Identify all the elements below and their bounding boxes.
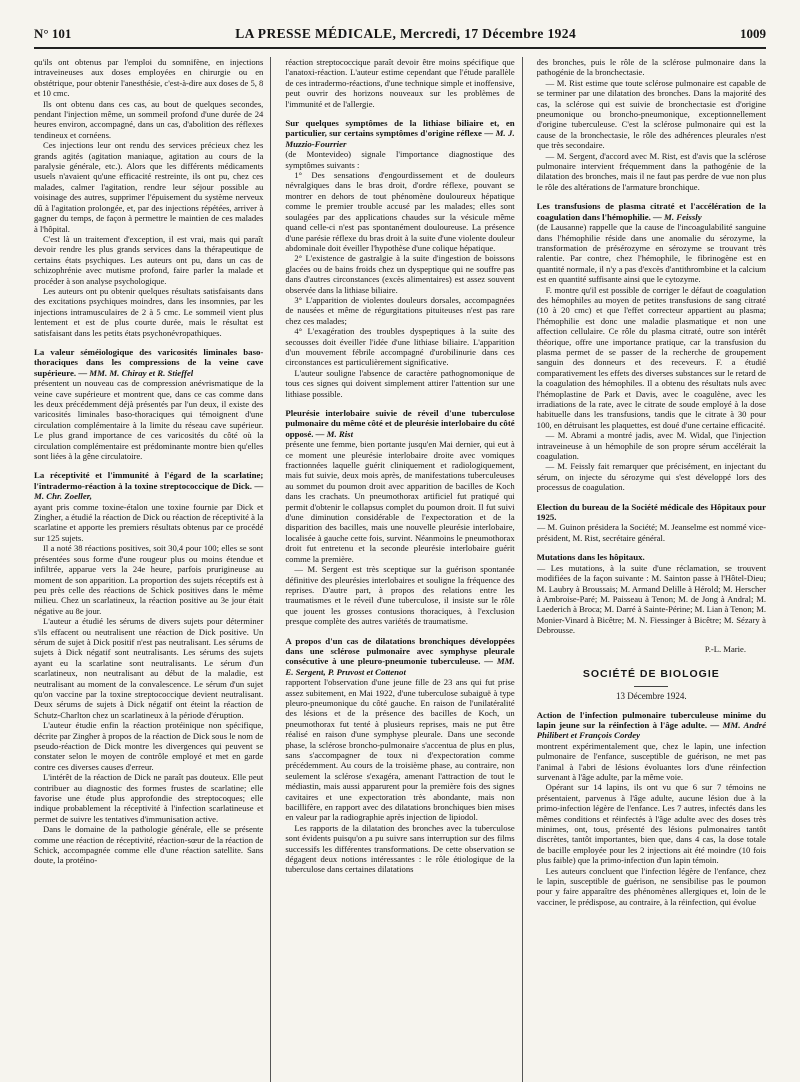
paragraph: des bronches, puis le rôle de la sclérose pulmonaire dans la pathogénie de la bronchectasie.: [536, 57, 766, 78]
column-2: [285, 57, 522, 1082]
article-authors: — M. Rist: [315, 428, 354, 439]
article-authors: — MM. André Philibert et François Cordey: [536, 719, 766, 741]
article-heading: La valeur séméiologique des varicosités liminales baso-thoraciques dans les compressions de la veine cave supérieure. — MM. M. Chiray et R. Stieffel: [34, 346, 264, 378]
signature: P.-L. Marie.: [704, 643, 746, 654]
paragraph: ayant pris comme toxine-étalon une toxine fournie par Dick et Zingher, a étudié la réaction de Dick ou réaction de réceptivité à la scarlatine et apporte les premiers résultats obtenus par ce procédé sur 125 sujets.: [34, 501, 264, 543]
paragraph: Dans le domaine de la pathologie générale, elle se présente comme une réaction de réceptivité, réaction-sœur de la réaction de Schick, accompagnée comme elle d'une réaction satellite. Sans doute, la protéino-: [34, 824, 264, 866]
paragraph: Opérant sur 14 lapins, ils ont vu que 6 sur 7 témoins ne présentaient, parvenus à l'âge adulte, aucune lésion due à la primo-infection légère de l'enfance. Les 7 autres, infectés dans les mêmes conditions et réinfectés à l'âge adulte avec des doses très minimes, ont, tous, présenté des lésions pulmonaires tantôt discrètes, tantôt importantes, bien que, dans 4 cas, la dose totale de bacille employée pour les 2 injections ait été moindre (10 fois plus faible) que la primo-infection d'un lapin témoin.: [536, 782, 766, 866]
article-heading: Election du bureau de la Société médicale des Hôpitaux pour 1925.: [536, 501, 766, 523]
page-number: 1009: [739, 26, 766, 41]
paragraph: rapportent l'observation d'une jeune fille de 23 ans qui fut prise assez subitement, en Mai 1922, d'une tuberculose subaiguë à type pleuro-pneumonique du côté gauche. En raison de l'unilatéralité des lésions et de la présence des bacilles de Koch, un pneumothorax fut tenté à plusieurs reprises, mais ne put être réalisé en raison d'une symphyse pleurale. Dans une seconde phase, la sclérose broncho-pulmonaire s'accentua de plus en plus, sans s'accompagner de toux ni d'expectoration comme précédemment. Au cours de la troisième phase, au contraire, non seulement la sclérose s'exagéra, amenant l'attraction de tout le médiastin, mais aussi apparurent pour la première fois des signes cavitaires et une expectoration très abondante, mais non bacillifère, en rapport avec des dilatations bronchiques bien mises en valeur par la radiographie après injection de lipiodol.: [285, 677, 515, 823]
paragraph: Il a noté 38 réactions positives, soit 30,4 pour 100; elles se sont présentées sous forme d'une rougeur plus ou moins étendue et infiltrée, apparue vers la 24e heure, parfois prurigineuse au moment de son apparition. La proportion des sujets réceptifs est à peu près celle des réactions de Schick positives dans le même milieu. Chez un scarlatineux, la réaction positive au 3e jour était négative au 8e jour.: [34, 543, 264, 616]
divider: [634, 686, 668, 687]
article-authors: — MM. M. Chiray et R. Stieffel: [78, 367, 194, 378]
article-authors: — MM. E. Sergent, P. Pruvost et Cottenot: [285, 656, 515, 677]
paragraph: Les rapports de la dilatation des bronches avec la tuberculose sont évidents puisqu'on a pu suivre sans interruption sur des films successifs les différentes transformations. De cette observation se dégagent deux notions intéressantes : le rôle étiologique de la tuberculose dans certaines dilatations: [285, 822, 515, 875]
article-heading: Pleurésie interlobaire suivie de réveil d'une tuberculose pulmonaire du même côté et de pleurésie interlobaire du côté opposé. — M. Rist: [285, 408, 515, 439]
paragraph: qu'ils ont obtenus par l'emploi du somnifène, en injections intraveineuses aux doses employées en chirurgie ou en obstétrique, pour obtenir l'anesthésie, c'est-à-dire aux doses de 5, 8 et 10 cmc.: [34, 57, 264, 99]
article-heading: Mutations dans les hôpitaux.: [536, 552, 645, 563]
paragraph: L'auteur étudie enfin la réaction protéinique non spécifique, décrite par Zingher à propos de la réaction de Dick sous le nom de pseudo-réaction de Dick montre les divergences qui peuvent se constater selon le moyen de contrôle employé et met en garde contre ces diverses causes d'erreur.: [34, 720, 264, 772]
paragraph: 1° Des sensations d'engourdissement et de douleurs névralgiques dans le bras droit, d'ordre réflexe, pouvant se montrer en dehors de tout phénomène douloureux hépatique comme le premier trouble accusé par les malades; elles sont soulagées par des applications chaudes sur la vésicule même quand celle-ci n'est pas spontanément douloureuse. La présence d'une parésie réflexe du bras droit à la suite d'une violente douleur abdominale doit éveiller l'hypothèse d'une colique hépatique.: [285, 170, 515, 253]
paragraph: présentent un nouveau cas de compression anévrismatique de la veine cave supérieure et montrent que, dans ce cas comme dans les deux précédemment déjà présentés par l'un deux, il existe des varicosités liminales baso-thoraciques qui témoignent d'une circulation complémentaire à la limite du réseau cave supérieur. Le plus grand importance de ces varicosités du côté où la circulation complémentaire est prédominante montre bien qu'elles sont liées à la gêne circulatoire.: [34, 378, 264, 462]
paragraph: Ces injections leur ont rendu des services précieux chez les grands agités (agitation maniaque, agitation au cours de la paralysie générale, etc.). Alors que les différents médicaments usuels n'avaient qu'une efficacité restreinte, ils ont pu, chez ces malades, calmer l'agitation, rendre leur séjour possible au voisinage des autres, supprimer l'épuisement du système nerveux dû à l'agitation prolongée, et, par des injections répétées, arriver à gagner du temps, de façon à permettre le maintien de ces malades à l'hôpital.: [34, 140, 264, 234]
paragraph: — M. Guinon présidera la Société; M. Jeanselme est nommé vice-président, M. Rist, secrétaire général.: [536, 522, 766, 543]
article-columns: [34, 57, 766, 1082]
paragraph: réaction streptococcique paraît devoir être moins spécifique que l'anatoxi-réaction. L'auteur estime cependant que l'étude parallèle de ces intradermo-réactions, d'une technique simple et inoffensive, peut ouvrir des horizons nouveaux sur les problèmes de l'immunité et de l'allergie.: [285, 57, 515, 109]
paragraph: 2° L'existence de gastralgie à la suite d'ingestion de boissons glacées ou de bains froids chez un dyspeptique qui ne souffre pas dans d'autres circonstances (excès alimentaires) est assez souvent observée dans la lithiase biliaire.: [285, 253, 515, 295]
paragraph: — M. Rist estime que toute sclérose pulmonaire est capable de se terminer par une dilatation des bronches. Dans la majorité des cas, la sclérose qui est suivie de bronchectasie est d'origine pneumonique ou broncho-pneumonique, exceptionnellement d'origine tuberculeuse. C'est la sclérose pulmonaire qui est la cause de la bronchectasie, le rôle des adhérences pleurales n'est que très secondaire.: [536, 77, 766, 151]
paragraph: 4° L'exagération des troubles dyspeptiques à la suite des secousses doit éveiller l'idée d'une lithiase biliaire. L'apparition d'un mouvement fébrile accompagné d'urobilinurie dans ces circonstances est particulièrement significative.: [285, 326, 515, 368]
paragraph: Les auteurs concluent que l'infection légère de l'enfance, chez le lapin, susceptible de guérison, ne sensibilise pas le poumon pour y faire apparaître des phénomènes allergiques et, loin de le vacciner, le prédispose, au contraire, à la réinfection, qui évolue: [536, 865, 766, 907]
society-title: SOCIÉTÉ DE BIOLOGIE: [582, 667, 720, 680]
paragraph: montrent expérimentalement que, chez le lapin, une infection pulmonaire de l'enfance, susceptible de guérison, ne met pas l'animal à l'abri de lésions évoluantes lors d'une réinfection survenant à l'âge adulte, par la même voie.: [536, 740, 766, 782]
article-heading: Sur quelques symptômes de la lithiase biliaire et, en particulier, sur certains symptômes d'origine réflexe — M. J. Muzzio-Fourrier: [285, 118, 515, 149]
paragraph: F. montre qu'il est possible de corriger le défaut de coagulation des hémophiles au moyen de petites transfusions de sang citraté (10 à 20 cmc) et que l'effet correcteur appartient au plasma; l'hémophilie est donc une maladie plasmatique et non une affection cellulaire. Ce rôle du plasma citraté, outre son intérêt théorique, offre une importance pratique, car la transfusion du plasma permet de se passer de la recherche de groupement sanguin des donneurs et des receveurs. F. a étudié comparativement les effets des diverses substances sur le retard de la coagulation des hémophiles. Il a obtenu des résultats nuls avec l'hémoplastine de Park et Davis, avec le coagulène, avec les irradiations de la rate, avec le citrate de soude employé à la dose habituelle dans les transfusions, tandis que le citrate à 30 pour 100, en détruisant les plaquettes, est doué d'une certaine efficacité.: [536, 284, 766, 430]
article-authors: — M. J. Muzzio-Fourrier: [285, 128, 515, 149]
paragraph: Les auteurs ont pu obtenir quelques résultats satisfaisants dans des excitations psychiques moindres, dans les insomnies, par les injections intramusculaires de 2 à 5 cmc. Le sommeil vient plus lentement et est de plus courte durée, mais le résultat est satisfaisant dans les petits états psychonévropathiques.: [34, 285, 264, 338]
paragraph: 3° L'apparition de violentes douleurs dorsales, accompagnées de nausées et même de régurgitations pituiteuses n'est pas rare chez ces malades;: [285, 294, 515, 326]
paragraph: L'auteur souligne l'absence de caractère pathognomonique de tous ces signes qui doivent simplement attirer l'attention sur une lithiase possible.: [285, 367, 515, 399]
paragraph: présente une femme, bien portante jusqu'en Mai dernier, qui eut à ce moment une pleurésie interlobaire droite avec vomiques fractionnées laquelle guérit cliniquement et radiologiquement, mais fut suivie, deux mois après, de manifestations tuberculeuses au sommet du poumon droit avec apparition de bacilles de Koch dans les crachats. Un pneumothorax artificiel fut pratiqué qui permit d'obtenir le collapsus complet du poumon droit. Il fut suivi d'une diminution considérable de l'expectoration et de la disparition des bacilles, mais une nouvelle pleurésie interlobaire, localisée à gauche cette fois, survint. Néanmoins le pneumothorax droit fut entretenu et la seconde pleurésie interlobaire guérit comme la première.: [285, 439, 515, 564]
paragraph: (de Lausanne) rappelle que la cause de l'incoagulabilité sanguine dans l'hémophilie réside dans une anomalie du sérozyme, la transformation de présérozyme en sérozyme se trouvant très ralentie. Par contre, chez l'hémophile, le fibrinogène est en quantité normale, il n'y a pas d'excès d'antithrombine et la calcium est en quantité suffisante ainsi que le cytozyme.: [536, 222, 766, 285]
article-heading: Les transfusions de plasma citraté et l'accélération de la coagulation dans l'hémophilie. — M. Feissly: [536, 201, 766, 222]
article-heading: Action de l'infection pulmonaire tuberculeuse minime du lapin jeune sur la réinfection à l'âge adulte. — MM. André Philibert et François Cordey: [536, 709, 766, 741]
issue-number: N° 101: [34, 26, 72, 41]
page-header: [34, 26, 766, 49]
column-1: [34, 57, 271, 1082]
paragraph: (de Montevideo) signale l'importance diagnostique des symptômes suivants :: [285, 149, 515, 170]
column-3: [537, 57, 766, 1082]
paragraph: — M. Sergent, d'accord avec M. Rist, est d'avis que la sclérose pulmonaire intervient fréquemment dans la pathogénie de la dilatation des bronches, mais il ne faut pas perdre de vue non plus le rôle des altérations de l'armature bronchique.: [536, 150, 766, 192]
paragraph: — M. Feissly fait remarquer que précisément, en injectant du sérum, on injecte du sérozyme qui s'est développé lors des processus de coagulation.: [536, 461, 766, 493]
paragraph: L'intérêt de la réaction de Dick ne paraît pas douteux. Elle peut contribuer au diagnostic des formes frustes de scarlatine; elle favorise une étude plus approfondie des streptocoques; elle indique probablement la réceptivité à l'infection scarlatineuse et permet de suivre les tentatives d'immunisation active.: [34, 772, 264, 824]
article-authors: — M. Feissly: [653, 211, 702, 222]
article-heading: A propos d'un cas de dilatations bronchiques développées dans une sclérose pulmonaire avec symphyse pleurale consécutive à une pleuro-pneumonie tuberculeuse. — MM. E. Sergent, P. Pruvost et Cottenot: [285, 635, 515, 677]
paragraph: — M. Sergent est très sceptique sur la guérison spontanée définitive des pleurésies interlobaires et souligne la fréquence des reprises. D'autre part, à propos des relations entre les traumatismes et le réveil d'une tuberculose, il insiste sur le rôle que jouent les grosses contusions thoraciques, à l'exclusion presque complète des autres variétés de traumatisme.: [285, 564, 515, 627]
society-date: 13 Décembre 1924.: [615, 690, 687, 701]
paragraph: C'est là un traitement d'exception, il est vrai, mais qui paraît devoir rendre les plus grands services dans la thérapeutique de certains états psychiques. Les auteurs ont pu, dans un cas de schizophrénie avec mutisme profond, faire parler la malade et procéder à son analyse psychologique.: [34, 233, 264, 286]
paragraph: L'auteur a étudié les sérums de divers sujets pour déterminer s'ils effacent ou neutralisent une réaction de Dick positive. Un sérum de sujet à Dick positif n'est pas neutralisant. Les sérums de sujets à Dick négatif sont neutralisants. Les sérums des sujets ayant eu la scarlatine sont neutralisants. Le sérum d'un scarlatineux, non neutralisant au début de la maladie, est neutralisant au moment de la convalescence. Le sérum d'un sujet qu'on vaccine par la toxine streptococcique devient neutralisant. Deux sérums de sujets à Dick négatif ont éteint la réaction de Schutz-Charlton chez un scarlatineux à la période d'éruption.: [34, 616, 264, 720]
paragraph: — Les mutations, à la suite d'une réclamation, se trouvent modifiées de la façon suivante : M. Sainton passe à l'Hôtel-Dieu; M. Laubry à Broussais; M. Armand Delille à Hérold; M. Herscher à Ambroise-Paré; M. Paisseau à Tenon; M. de Jong à Andral; M. Laederich à Broca; M. Darré à Sainte-Périne; M. Lian à Tenon; M. Monier-Vinard à Bicêtre; M. N. Fiessinger à Bicêtre; M. Sézary à Debrousse.: [536, 562, 766, 636]
journal-title: LA PRESSE MÉDICALE, Mercredi, 17 Décembre 1924: [235, 26, 577, 41]
article-heading: La réceptivité et l'immunité à l'égard de la scarlatine; l'intradermo-réaction à la toxine streptococcique de Dick. — M. Chr. Zoeller,: [34, 470, 264, 502]
paragraph: — M. Abrami a montré jadis, avec M. Widal, que l'injection intraveineuse à un hémophile de son propre sérum accélérait la coagulation.: [536, 430, 766, 462]
paragraph: Ils ont obtenu dans ces cas, au bout de quelques secondes, pendant l'injection même, un sommeil profond d'une durée de 24 heures environ, accompagné, dans un cas, d'abolition des réflexes tendineux et cornéens.: [34, 98, 264, 140]
article-authors: — M. Chr. Zoeller,: [34, 480, 264, 502]
